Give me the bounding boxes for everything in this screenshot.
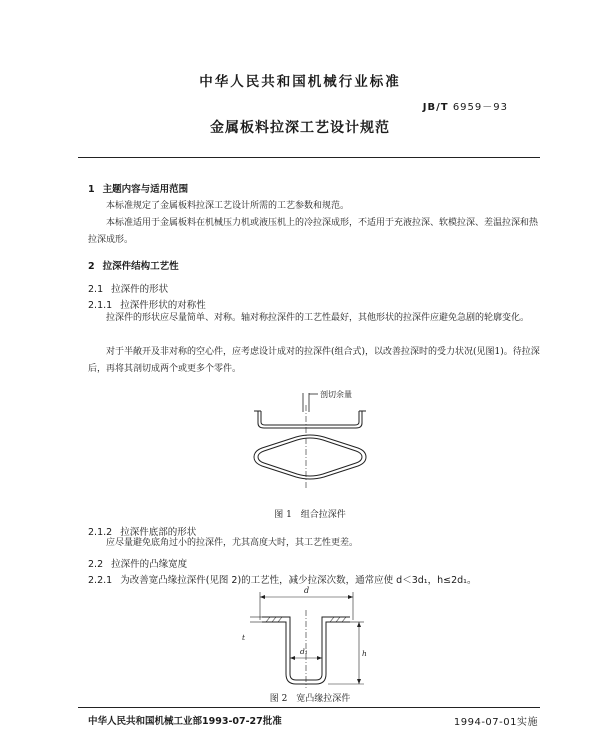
figure-2-label-d1: d₁	[300, 647, 308, 656]
section-title: 拉深件的形状	[111, 284, 169, 295]
section-title: 拉深件形状的对称性	[120, 300, 206, 311]
footer-rule	[78, 707, 540, 708]
section-2-1-2-paragraph-1: 应尽量避免底角过小的拉深件，尤其高度大时，其工艺性更差。	[106, 538, 359, 548]
figure-1-label: 剖切余量	[320, 390, 352, 399]
code-prefix: JB/T	[422, 102, 449, 113]
figure-1-caption: 图 1 组合拉深件	[274, 510, 346, 520]
header-rule	[78, 157, 540, 158]
figure-2-caption: 图 2 宽凸缘拉深件	[269, 694, 351, 704]
code-number: 6959－93	[452, 102, 508, 113]
section-2-1-1-heading	[88, 297, 206, 311]
section-title: 拉深件底部的形状	[120, 527, 197, 538]
section-1-paragraph-2: 本标准适用于金属板料在机械压力机或液压机上的冷拉深成形，不适用于充液拉深、软模拉深、差温拉深和热拉深成形。	[88, 218, 539, 245]
section-title: 拉深件结构工艺性	[102, 261, 179, 272]
standard-code	[423, 98, 508, 113]
section-title: 拉深件的凸缘宽度	[111, 559, 188, 570]
section-number: 2.1	[88, 284, 104, 295]
section-2-1-1-paragraph-1: 拉深件的形状应尽量简单、对称。轴对称拉深件的工艺性最好，其他形状的拉深件应避免急剧的轮廓变化。	[106, 313, 530, 323]
document-title: 金属板料拉深工艺设计规范	[210, 120, 390, 136]
section-2-1-1-paragraph-2: 对于半敞开及非对称的空心件，应考虑设计成对的拉深件(组合式)，以改善拉深时的受力状况(见图1)。待拉深后，再将其剖切成两个或更多个零件。	[88, 347, 540, 374]
section-2-2-heading	[88, 556, 187, 570]
figure-2-label-h: h	[362, 649, 367, 658]
section-text: 为改善宽凸缘拉深件(见图 2)的工艺性，减少拉深次数，通常应使 d＜3d₁，h≤2d₁。	[120, 575, 477, 586]
section-number: 2	[88, 261, 95, 272]
section-1-heading	[88, 181, 188, 195]
approval-date: 中华人民共和国机械工业部1993-07-27批准	[88, 716, 282, 727]
section-number: 1	[88, 184, 95, 195]
section-2-heading	[88, 258, 179, 272]
section-number: 2.1.2	[88, 527, 113, 538]
figure-2-label-t: t	[242, 633, 246, 642]
section-1-paragraph-1: 本标准规定了金属板料拉深工艺设计所需的工艺参数和规范。	[106, 201, 350, 211]
standard-organization: 中华人民共和国机械行业标准	[199, 74, 401, 90]
figure-2-label-d: d	[304, 586, 310, 595]
section-title: 主题内容与适用范围	[102, 184, 189, 195]
section-number: 2.1.1	[88, 300, 113, 311]
section-2-1-heading	[88, 281, 168, 295]
section-number: 2.2	[88, 559, 104, 570]
figure-1-drawing	[240, 385, 390, 495]
section-number: 2.2.1	[88, 575, 113, 586]
figure-2-drawing	[230, 580, 380, 690]
effective-date: 1994-07-01实施	[453, 717, 538, 728]
